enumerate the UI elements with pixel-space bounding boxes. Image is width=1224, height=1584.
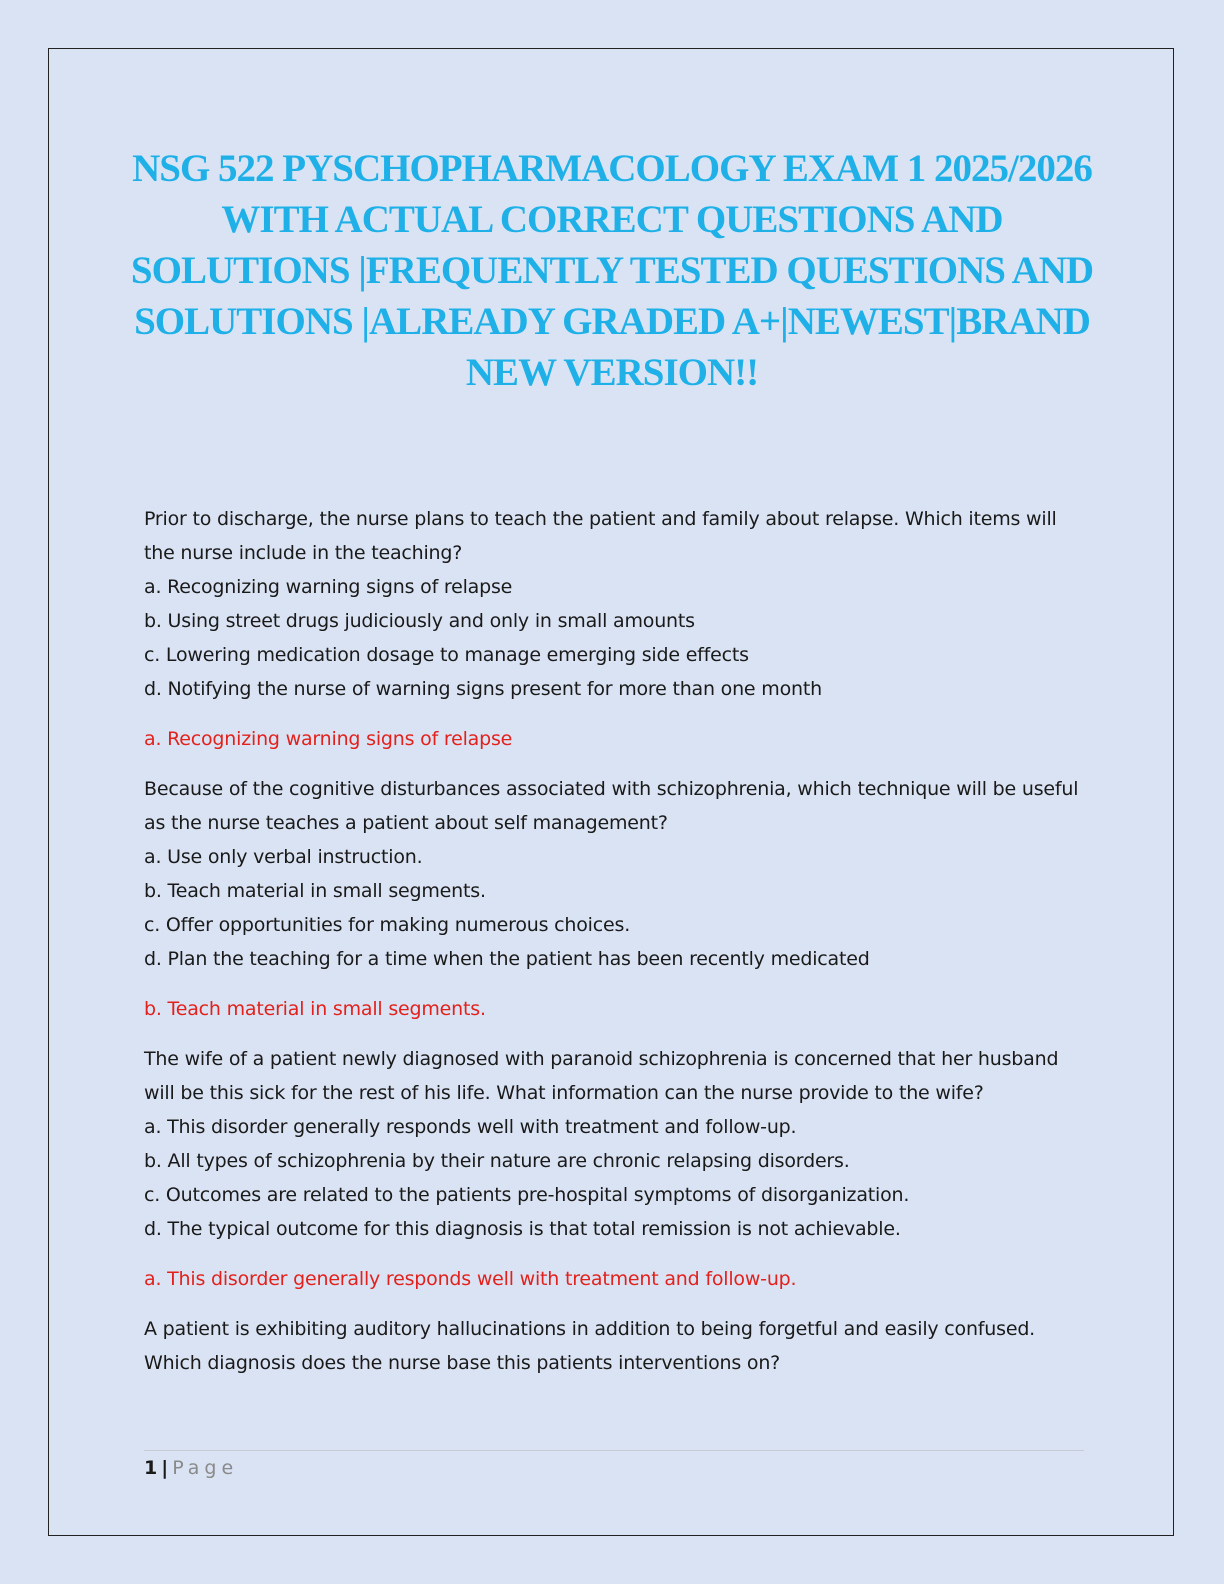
answer-option: a. Recognizing warning signs of relapse	[144, 576, 513, 598]
answer-option: a. This disorder generally responds well with treatment and follow-up.	[144, 1116, 797, 1138]
question-block	[144, 1042, 1084, 1296]
answer-option: d. The typical outcome for this diagnosis is that total remission is not achievable.	[144, 1218, 901, 1240]
question-list	[144, 502, 1084, 1380]
answer-option: c. Lowering medication dosage to manage emerging side effects	[144, 644, 749, 666]
question-stem: The wife of a patient newly diagnosed with paranoid schizophrenia is concerned that her husband will be this sick for the rest of his life. What information can the nurse provide to the wife?	[144, 1048, 1059, 1104]
question-stem: A patient is exhibiting auditory hallucinations in addition to being forgetful and easily confused. Which diagnosis does the nurse base this patients interventions on?	[144, 1318, 1036, 1374]
answer-option: c. Outcomes are related to the patients pre-hospital symptoms of disorganization.	[144, 1184, 910, 1206]
question-stem: Because of the cognitive disturbances associated with schizophrenia, which technique will be useful as the nurse teaches a patient about self management?	[144, 778, 1079, 834]
correct-answer: a. Recognizing warning signs of relapse	[144, 728, 513, 750]
answer-option: b. Teach material in small segments.	[144, 880, 486, 902]
answer-option: b. All types of schizophrenia by their nature are chronic relapsing disorders.	[144, 1150, 850, 1172]
correct-answer: a. This disorder generally responds well with treatment and follow-up.	[144, 1268, 797, 1290]
correct-answer: b. Teach material in small segments.	[144, 998, 486, 1020]
page-label: Page	[172, 1457, 239, 1479]
answer-option: b. Using street drugs judiciously and only in small amounts	[144, 610, 695, 632]
document-title: NSG 522 PYSCHOPHARMACOLOGY EXAM 1 2025/2026 WITH ACTUAL CORRECT QUESTIONS AND SOLUTIONS |FREQUENTLY TESTED QUESTIONS AND SOLUTIONS |ALREADY GRADED A+|NEWEST|BRAND NEW VERSION!!	[130, 147, 1094, 394]
question-stem: Prior to discharge, the nurse plans to teach the patient and family about relapse. Which items will the nurse include in the teaching?	[144, 508, 1057, 564]
answer-option: c. Offer opportunities for making numerous choices.	[144, 914, 631, 936]
page-footer	[144, 1457, 238, 1479]
question-block	[144, 772, 1084, 1026]
answer-option: d. Plan the teaching for a time when the patient has been recently medicated	[144, 948, 870, 970]
answer-option: d. Notifying the nurse of warning signs present for more than one month	[144, 678, 822, 700]
footer-divider	[144, 1450, 1084, 1451]
answer-option: a. Use only verbal instruction.	[144, 846, 423, 868]
page-number: 1	[144, 1457, 158, 1479]
footer-separator: |	[161, 1457, 169, 1479]
question-block	[144, 1312, 1084, 1380]
question-block	[144, 502, 1084, 756]
